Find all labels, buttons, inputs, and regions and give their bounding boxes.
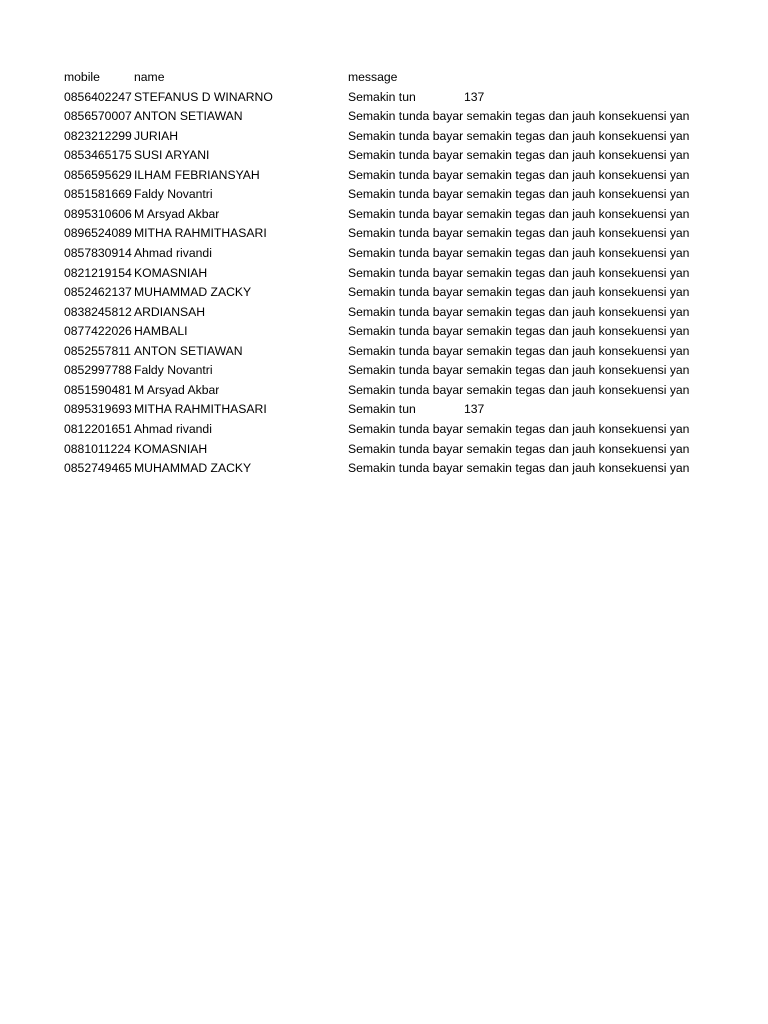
cell-mobile: 0856402247 <box>64 89 132 104</box>
cell-name: HAMBALI <box>134 324 188 339</box>
cell-message: Semakin tunda bayar semakin tegas dan jauh konsekuensi yan <box>348 324 690 339</box>
cell-mobile: 0851590481 <box>64 382 132 397</box>
cell-name: SUSI ARYANI <box>134 148 210 163</box>
table-row <box>0 224 768 244</box>
cell-name: ARDIANSAH <box>134 304 206 319</box>
table-row <box>0 303 768 323</box>
cell-number: 137 <box>464 89 485 104</box>
cell-message: Semakin tunda bayar semakin tegas dan jauh konsekuensi yan <box>348 461 690 476</box>
cell-mobile: 0857830914 <box>64 246 132 260</box>
cell-message: Semakin tunda bayar semakin tegas dan jauh konsekuensi yan <box>348 382 690 397</box>
cell-mobile: 0853465175 <box>64 148 132 163</box>
cell-mobile: 0881011224 <box>64 441 131 456</box>
cell-name: STEFANUS D WINARNO <box>134 89 273 104</box>
cell-mobile: 0852749465 <box>64 461 132 476</box>
cell-mobile: 0823212299 <box>64 128 132 143</box>
cell-message: Semakin tunda bayar semakin tegas dan jauh konsekuensi yan <box>348 421 690 436</box>
cell-mobile: 0852462137 <box>64 285 132 300</box>
cell-message: Semakin tunda bayar semakin tegas dan jauh konsekuensi yan <box>348 265 690 280</box>
table-row <box>0 205 768 225</box>
table-row <box>0 244 768 264</box>
table-row <box>0 459 768 479</box>
cell-name: Faldy Novantri <box>134 187 213 202</box>
cell-mobile: 0856570007 <box>64 109 132 124</box>
column-header-message: message <box>348 70 398 84</box>
cell-mobile: 0895319693 <box>64 402 132 417</box>
cell-mobile: 0852557811 <box>64 343 131 358</box>
cell-mobile: 0896524089 <box>64 226 132 241</box>
cell-mobile: 0856595629 <box>64 167 132 182</box>
cell-message: Semakin tunda bayar semakin tegas dan jauh konsekuensi yan <box>348 167 690 182</box>
cell-name: Ahmad rivandi <box>134 421 212 436</box>
table-row <box>0 361 768 381</box>
cell-name: M Arsyad Akbar <box>134 206 220 221</box>
cell-name: KOMASNIAH <box>134 265 208 280</box>
column-header-name: name <box>134 70 165 84</box>
table-row <box>0 400 768 420</box>
cell-message: Semakin tunda bayar semakin tegas dan jauh konsekuensi yan <box>348 226 690 241</box>
table-row <box>0 322 768 342</box>
cell-name: M Arsyad Akbar <box>134 382 220 397</box>
cell-mobile: 0812201651 <box>64 421 132 436</box>
cell-message: Semakin tunda bayar semakin tegas dan jauh konsekuensi yan <box>348 148 690 163</box>
table-row <box>0 107 768 127</box>
cell-name: MITHA RAHMITHASARI <box>134 226 267 241</box>
cell-message: Semakin tunda bayar semakin tegas dan jauh konsekuensi yan <box>348 343 690 358</box>
cell-number: 137 <box>464 402 485 417</box>
cell-mobile: 0821219154 <box>64 265 132 280</box>
column-header-mobile: mobile <box>64 70 100 84</box>
cell-name: Faldy Novantri <box>134 363 213 378</box>
cell-message: Semakin tunda bayar semakin tegas dan jauh konsekuensi yan <box>348 246 690 260</box>
cell-message: Semakin tunda bayar semakin tegas dan jauh konsekuensi yan <box>348 187 690 202</box>
table-row <box>0 342 768 362</box>
cell-name: MUHAMMAD ZACKY <box>134 285 252 300</box>
cell-message: Semakin tunda bayar semakin tegas dan jauh konsekuensi yan <box>348 109 690 124</box>
table-row <box>0 127 768 147</box>
table-row <box>0 146 768 166</box>
header-row <box>0 68 768 88</box>
cell-message: Semakin tunda bayar semakin tegas dan jauh konsekuensi yan <box>348 285 690 300</box>
cell-mobile: 0838245812 <box>64 304 132 319</box>
cell-name: MUHAMMAD ZACKY <box>134 461 252 476</box>
table-row <box>0 283 768 303</box>
cell-name: ANTON SETIAWAN <box>134 343 243 358</box>
cell-mobile: 0852997788 <box>64 363 132 378</box>
cell-mobile: 0895310606 <box>64 206 132 221</box>
cell-message: Semakin tunda bayar semakin tegas dan jauh konsekuensi yan <box>348 363 690 378</box>
cell-message: Semakin tunda bayar semakin tegas dan jauh konsekuensi yan <box>348 441 690 456</box>
cell-name: MITHA RAHMITHASARI <box>134 402 267 417</box>
table-row <box>0 166 768 186</box>
table-row <box>0 264 768 284</box>
cell-message: Semakin tunda bayar semakin tegas dan jauh konsekuensi yan <box>348 128 690 143</box>
cell-message: Semakin tunda bayar semakin tegas dan jauh konsekuensi yan <box>348 206 690 221</box>
cell-message: Semakin tun <box>348 89 416 104</box>
table-row <box>0 88 768 108</box>
cell-message: Semakin tun <box>348 402 416 417</box>
cell-name: ILHAM FEBRIANSYAH <box>134 167 260 182</box>
table-row <box>0 185 768 205</box>
table-row <box>0 420 768 440</box>
cell-mobile: 0851581669 <box>64 187 132 202</box>
table-row <box>0 440 768 460</box>
cell-name: ANTON SETIAWAN <box>134 109 243 124</box>
cell-name: KOMASNIAH <box>134 441 208 456</box>
cell-name: JURIAH <box>134 128 179 143</box>
table-row <box>0 381 768 401</box>
cell-mobile: 0877422026 <box>64 324 132 339</box>
cell-message: Semakin tunda bayar semakin tegas dan jauh konsekuensi yan <box>348 304 690 319</box>
cell-name: Ahmad rivandi <box>134 246 212 260</box>
